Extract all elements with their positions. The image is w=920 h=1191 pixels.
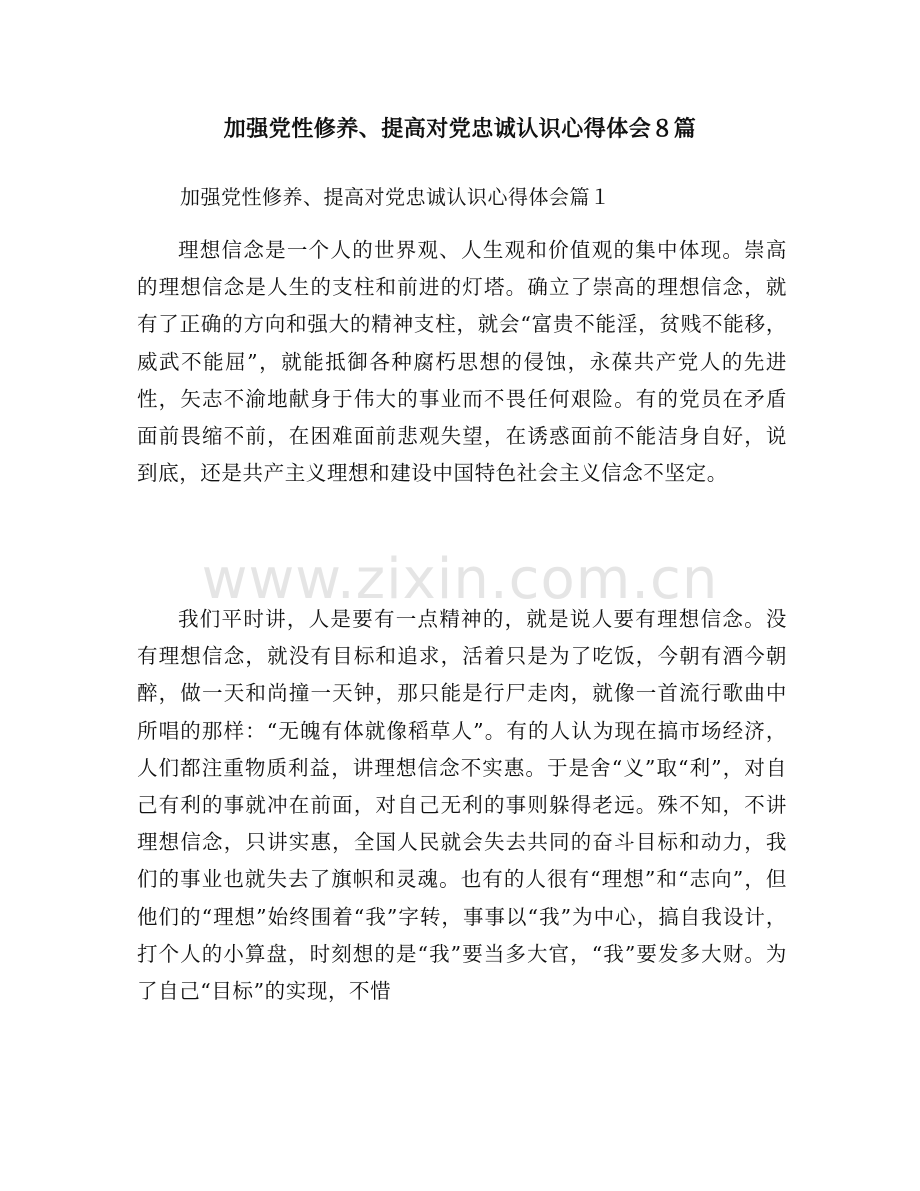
- section-heading: 加强党性修养、提高对党忠诚认识心得体会篇１: [180, 185, 611, 209]
- body-paragraph-2: 我们平时讲，人是要有一点精神的，就是说人要有理想信念。没有理想信念，就没有目标和追求，活着只是为了吃饭，今朝有酒今朝醉，做一天和尚撞一天钟，那只能是行尸走肉，就像一首流行歌曲中所唱的那样：“无魄有体就像稻草人”。有的人认为现在搞市场经济，人们都注重物质利益，讲理想信念不实惠。于是舍“义”取“利”，对自己有利的事就冲在前面，对自己无利的事则躲得老远。殊不知，不讲理想信念，只讲实惠，全国人民就会失去共同的奋斗目标和动力，我们的事业也就失去了旗帜和灵魂。也有的人很有“理想”和“志向”，但他们的“理想”始终围着“我”字转，事事以“我”为中心，搞自我设计，打个人的小算盘，时刻想的是“我”要当多大官，“我”要发多大财。为了自己“目标”的实现，不惜: [137, 607, 787, 1004]
- watermark: www.zixin.com.cn: [201, 547, 719, 612]
- document-title: 加强党性修养、提高对党忠诚认识心得体会８篇: [223, 117, 697, 142]
- body-paragraph-1: 理想信念是一个人的世界观、人生观和价值观的集中体现。崇高的理想信念是人生的支柱和前进的灯塔。确立了崇高的理想信念，就有了正确的方向和强大的精神支柱，就会“富贵不能淫，贫贱不能移，威武不能屈”，就能抵御各种腐朽思想的侵蚀，永葆共产党人的先进性，矢志不渝地献身于伟大的事业而不畏任何艰险。有的党员在矛盾面前畏缩不前，在困难面前悲观失望，在诱惑面前不能洁身自好，说到底，还是共产主义理想和建设中国特色社会主义信念不坚定。: [137, 238, 787, 486]
